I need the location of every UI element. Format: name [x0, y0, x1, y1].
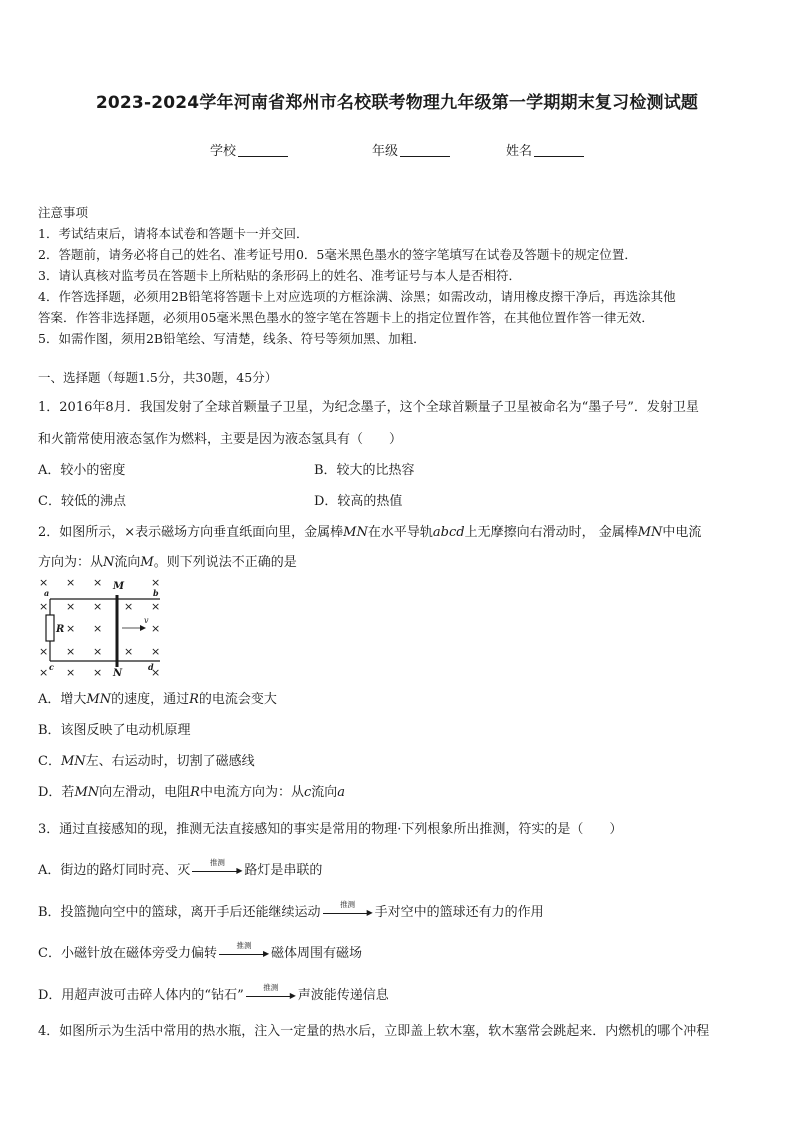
q3-c-premise: C．小磁针放在磁体旁受力偏转	[38, 946, 217, 961]
field-cross: ×	[66, 666, 76, 677]
q3-d-premise: D．用超声波可击碎人体内的“钻石”	[38, 988, 244, 1003]
field-cross: ×	[66, 576, 76, 589]
q3-option-a	[38, 859, 322, 878]
name-field	[506, 140, 584, 159]
q2-c-text: C．	[38, 754, 61, 769]
infer-arrow	[246, 982, 296, 1003]
infer-arrow-label: 推测	[209, 857, 225, 867]
field-cross: ×	[39, 576, 49, 589]
field-cross: ×	[66, 645, 76, 658]
q2-d-text: 中电流方向为：从	[199, 785, 304, 800]
q2-text: 上无摩擦向右滑动时， 金属棒	[464, 525, 638, 540]
q1-stem-line1: 1．2016年8月．我国发射了全球首颗量子卫星，为纪念墨子，这个全球首颗量子卫星被命名为“墨子号”．发射卫星	[38, 400, 699, 415]
field-cross: ×	[93, 666, 103, 677]
section-heading: 一、选择题（每题1.5分，共30题，45分）	[38, 370, 278, 385]
q2-text: 中电流	[662, 525, 702, 540]
arrow-head-icon: ▶	[289, 990, 296, 1000]
infer-arrow-label: 推测	[263, 982, 279, 992]
q2-stem-line2	[38, 551, 758, 570]
q2-var-a: a	[337, 785, 346, 800]
q3-d-conclusion: 声波能传递信息	[297, 988, 389, 1003]
field-cross: ×	[151, 600, 161, 613]
q2-var-mn: MN	[60, 754, 86, 769]
q2-var-m: M	[140, 555, 154, 570]
school-field	[210, 140, 288, 159]
q2-option-d	[38, 781, 345, 800]
field-cross: ×	[124, 600, 134, 613]
q2-stem-line1	[38, 521, 758, 540]
arrow-line	[219, 954, 265, 955]
label-d: d	[148, 662, 154, 672]
q2-a-text: 的电流会变大	[198, 692, 277, 707]
field-cross: ×	[151, 666, 161, 677]
q2-c-text: 左、右运动时，切割了磁感线	[85, 754, 255, 769]
field-cross: ×	[93, 645, 103, 658]
note-item: 2．答题前，请务必将自己的姓名、准考证号用0．5毫米黑色墨水的签字笔填写在试卷及答题卡的规定位置．	[38, 247, 637, 262]
q2-text: 方向为：从	[38, 555, 104, 570]
velocity-arrowhead	[140, 625, 146, 631]
q2-var-n: N	[103, 555, 115, 570]
field-cross: ×	[151, 576, 161, 589]
q2-var-mn: MN	[86, 692, 112, 707]
infer-arrow	[219, 940, 270, 961]
field-cross: ×	[151, 645, 161, 658]
school-blank	[238, 144, 288, 157]
q3-a-conclusion: 路灯是串联的	[244, 863, 323, 878]
label-m: M	[113, 581, 125, 592]
q3-stem: 3．通过直接感知的现，推测无法直接感知的事实是常用的物理·下列根象所出推测，符实的是（ ）	[38, 822, 623, 837]
arrow-head-icon: ▶	[236, 865, 243, 875]
q3-option-d	[38, 984, 389, 1003]
q3-option-b	[38, 901, 544, 920]
q2-var-r: R	[190, 785, 200, 800]
resistor-r	[46, 615, 54, 641]
infer-arrow	[323, 899, 373, 920]
q2-option-c	[38, 750, 255, 769]
infer-arrow-label: 推测	[340, 899, 356, 909]
note-item: 5．如需作图，须用2B铅笔绘、写清楚，线条、符号等须加黑、加粗．	[38, 331, 426, 346]
arrow-line	[246, 996, 292, 997]
q3-b-conclusion: 手对空中的篮球还有力的作用	[374, 905, 544, 920]
note-item: 答案．作答非选择题，必须用05毫米黑色墨水的签字笔在答题卡上的指定位置作答，在其他位置作答一律无效．	[38, 310, 654, 325]
field-cross: ×	[39, 645, 49, 658]
q3-option-c	[38, 942, 362, 961]
q2-option-b: B．该图反映了电动机原理	[38, 723, 191, 738]
arrow-line	[323, 913, 369, 914]
q2-d-text: 流向	[311, 785, 338, 800]
arrow-head-icon: ▶	[262, 948, 270, 958]
q1-stem-line2: 和火箭常使用液态氢作为燃料，主要是因为液态氢具有（ ）	[38, 432, 403, 447]
field-cross: ×	[39, 600, 49, 613]
magnetic-field-circuit-diagram	[36, 575, 166, 677]
q2-var-r: R	[189, 692, 199, 707]
q1-option-b: B．较大的比热容	[314, 463, 415, 478]
q2-d-text: D．若	[38, 785, 75, 800]
field-cross: ×	[93, 600, 103, 613]
q1-option-c: C．较低的沸点	[38, 494, 126, 509]
q2-d-text: 向左滑动，电阻	[99, 785, 191, 800]
q2-a-text: A．增大	[38, 692, 87, 707]
exam-title: 2023-2024学年河南省郑州市名校联考物理九年级第一学期期末复习检测试题	[95, 93, 699, 113]
note-item: 1．考试结束后，请将本试卷和答题卡一并交回．	[38, 226, 309, 241]
q1-option-a: A．较小的密度	[38, 463, 126, 478]
label-v: v	[144, 616, 149, 625]
arrow-line	[192, 871, 238, 872]
q2-var-mn: MN	[343, 525, 368, 540]
note-item: 4．作答选择题，必须用2B铅笔将答题卡上对应选项的方框涂满、涂黑；如需改动，请用橡皮擦干净后，再选涂其他	[38, 289, 676, 304]
label-a: a	[44, 588, 50, 598]
q3-b-premise: B．投篮抛向空中的篮球，离开手后还能继续运动	[38, 905, 321, 920]
field-cross: ×	[39, 666, 49, 677]
q2-option-a	[38, 688, 277, 707]
q2-var-mn: MN	[637, 525, 663, 540]
grade-label: 年级	[372, 144, 399, 159]
notes-block	[38, 202, 758, 349]
q2-text: 2．如图所示，×表示磁场方向垂直纸面向里，金属棒	[38, 525, 344, 540]
q3-a-premise: A．街边的路灯同时亮、灭	[38, 863, 191, 878]
q2-var-abcd: abcd	[432, 525, 465, 540]
q2-var-c: c	[303, 785, 312, 800]
label-n: N	[113, 668, 123, 677]
field-cross: ×	[66, 622, 76, 635]
field-cross: ×	[93, 622, 103, 635]
field-cross: ×	[66, 600, 76, 613]
label-r: R	[56, 624, 65, 635]
q3-c-conclusion: 磁体周围有磁场	[270, 946, 362, 961]
q2-text: 在水平导轨	[367, 525, 433, 540]
notes-heading: 注意事项	[38, 205, 89, 220]
note-item: 3．请认真核对监考员在答题卡上所粘贴的条形码上的姓名、准考证号与本人是否相符．	[38, 268, 521, 283]
q4-stem: 4．如图所示为生活中常用的热水瓶，注入一定量的热水后，立即盖上软木塞，软木塞常会跳起来．内燃机的哪个冲程	[38, 1024, 710, 1039]
q2-var-mn: MN	[74, 785, 100, 800]
q2-text: 。则下列说法不正确的是	[153, 555, 297, 570]
grade-blank	[400, 144, 450, 157]
field-cross: ×	[124, 645, 134, 658]
field-cross: ×	[151, 622, 161, 635]
label-c: c	[49, 662, 54, 672]
arrow-head-icon: ▶	[366, 907, 373, 917]
q1-option-d: D．较高的热值	[314, 494, 403, 509]
field-cross: ×	[93, 576, 103, 589]
label-b: b	[153, 588, 159, 598]
grade-field	[372, 140, 450, 159]
infer-arrow	[192, 857, 243, 878]
name-label: 姓名	[506, 144, 533, 159]
infer-arrow-label: 推测	[236, 940, 252, 950]
q2-a-text: 的速度，通过	[111, 692, 190, 707]
q2-text: 流向	[114, 555, 141, 570]
name-blank	[534, 144, 584, 157]
school-label: 学校	[210, 144, 237, 159]
